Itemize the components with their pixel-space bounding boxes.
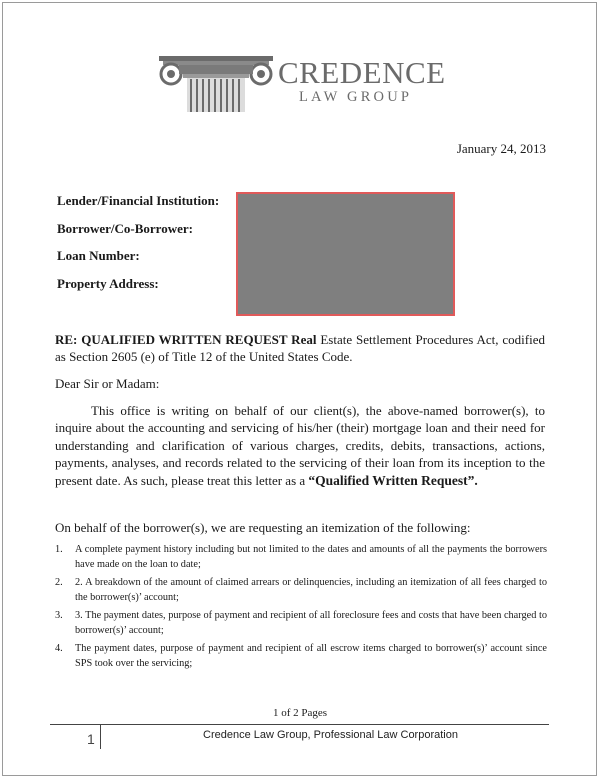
redaction-block <box>236 192 455 316</box>
list-item-text: A complete payment history including but not limited to the dates and amounts of all the payments the borrowers have made on the loan to date; <box>75 544 547 570</box>
body-paragraph-text: This office is writing on behalf of our client(s), the above-named borrower(s), to inquire about the accounting and servicing of his/her (their) mortgage loan and their need for understanding and clarification of various charges, credits, debits, transactions, actions, payments, analyses, and records related to the servicing of their loan from its inception to the present date. As such, please treat this letter as a <box>55 403 545 488</box>
itemization-intro: On behalf of the borrower(s), we are requesting an itemization of the following: <box>55 520 471 535</box>
list-item-text: 2. A breakdown of the amount of claimed arrears or delinquencies, including an itemization of all fees charged to the borrower(s)’ account; <box>75 577 547 603</box>
itemization-list <box>55 543 547 675</box>
list-item <box>55 642 547 671</box>
list-item-text: 3. The payment dates, purpose of payment and recipient of all foreclosure fees and costs that have been charged to borrower(s)’ account; <box>75 610 547 636</box>
body-paragraph-bold: “Qualified Written Request”. <box>308 472 478 488</box>
page-count: 1 of 2 Pages <box>272 707 328 719</box>
list-item-number: 1. <box>55 544 63 555</box>
footer-firm-name: Credence Law Group, Professional Law Corporation <box>203 729 458 741</box>
list-item <box>55 543 547 572</box>
field-label-lender: Lender/Financial Institution: <box>57 193 220 208</box>
letter-date: January 24, 2013 <box>456 141 546 156</box>
footer-rule <box>50 724 549 725</box>
footer-divider <box>100 725 101 749</box>
re-line <box>55 331 545 366</box>
re-line-bold: RE: QUALIFIED WRITTEN REQUEST Real <box>55 332 317 347</box>
list-item <box>55 576 547 605</box>
salutation: Dear Sir or Madam: <box>55 376 160 391</box>
list-item-number: 2. <box>55 577 63 588</box>
logo-subtitle: LAW GROUP <box>299 89 413 105</box>
re-line-rest: Estate Settlement Procedures Act, codified as Section 2605 (e) of Title 12 of the United States Code. <box>55 332 545 365</box>
logo-wordmark: CREDENCE <box>278 55 446 90</box>
list-item-number: 3. <box>55 610 63 621</box>
field-label-loan-number: Loan Number: <box>57 248 140 263</box>
list-item-number: 4. <box>55 643 63 654</box>
field-label-borrower: Borrower/Co-Borrower: <box>57 220 193 236</box>
letterhead-logo <box>157 52 457 112</box>
field-label-property-address: Property Address: <box>57 275 159 291</box>
footer-page-number: 1 <box>87 731 95 747</box>
list-item-text: The payment dates, purpose of payment and recipient of all escrow items charged to borrower(s)’ account since SPS took over the servicing; <box>75 643 547 669</box>
body-paragraph <box>55 402 545 489</box>
recipient-fields <box>57 193 219 303</box>
column-logo-icon <box>157 52 275 112</box>
list-item <box>55 609 547 638</box>
